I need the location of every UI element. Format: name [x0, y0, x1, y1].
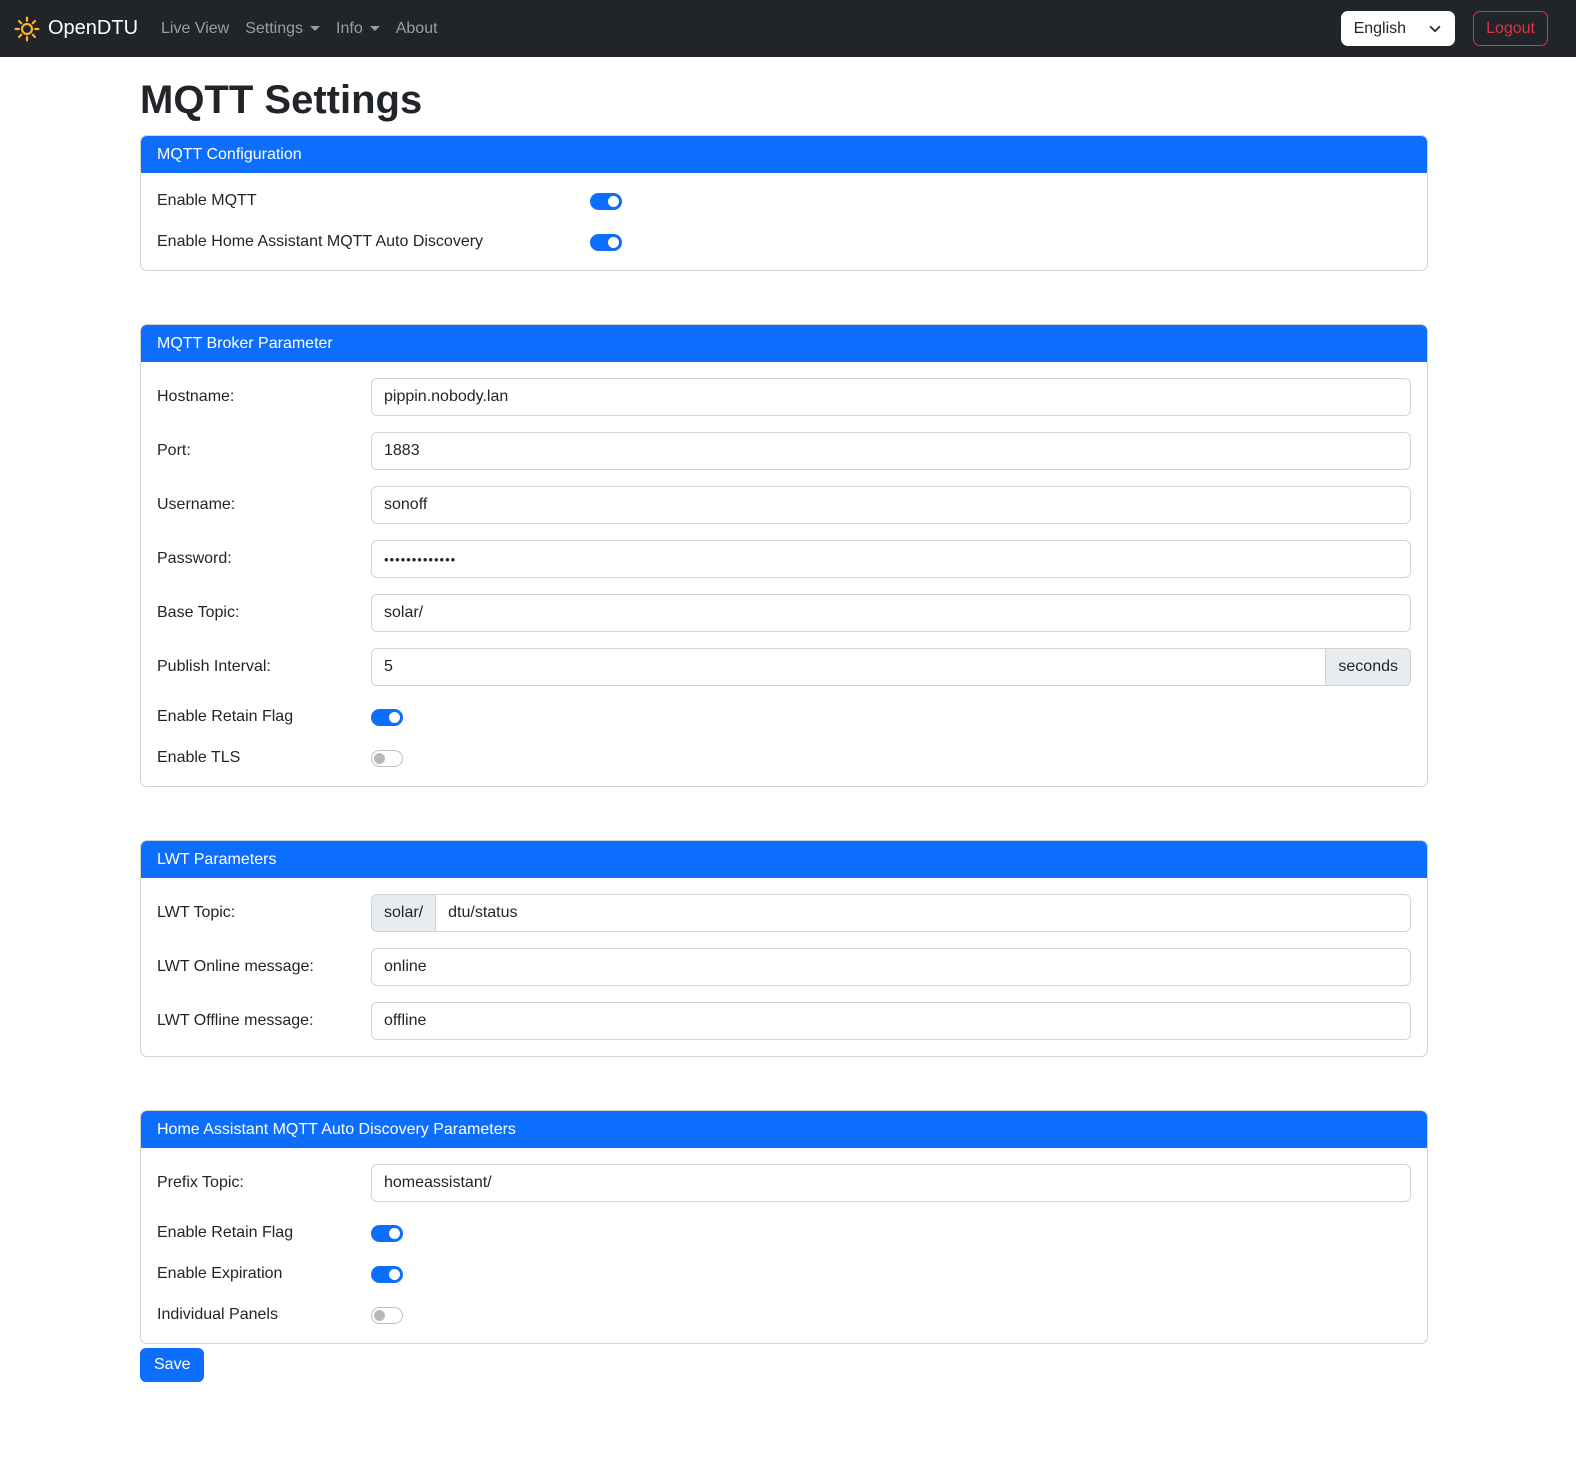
row-password: [157, 540, 1411, 578]
card-mqtt-broker: [140, 324, 1428, 787]
sun-icon: [14, 16, 40, 42]
prefix-topic-label: Prefix Topic:: [157, 1174, 244, 1191]
row-base-topic: [157, 594, 1411, 632]
nav-item-about[interactable]: About: [395, 19, 438, 37]
lwt-topic-input[interactable]: [435, 894, 1411, 932]
nav-item-live-view[interactable]: Live View: [161, 19, 230, 37]
card-mqtt-configuration: [140, 135, 1428, 271]
row-publish-interval: [157, 648, 1411, 686]
row-enable-mqtt: [157, 189, 1411, 213]
hostname-input[interactable]: [371, 378, 1411, 416]
nav-links: [153, 12, 446, 46]
navbar: [0, 0, 1576, 57]
language-selected-value: English: [1353, 19, 1407, 37]
password-label: Password:: [157, 550, 232, 567]
nav-item-info[interactable]: Info: [328, 12, 388, 46]
card-header-lwt-parameters: LWT Parameters: [141, 841, 1427, 878]
enable-mqtt-switch[interactable]: [590, 193, 622, 210]
card-header-hass-parameters: Home Assistant MQTT Auto Discovery Parameters: [141, 1111, 1427, 1148]
row-enable-hass-discovery: [157, 230, 1411, 254]
individual-panels-switch[interactable]: [371, 1307, 403, 1324]
row-lwt-offline: [157, 1002, 1411, 1040]
port-label: Port:: [157, 442, 191, 459]
publish-interval-group: [371, 648, 1411, 686]
prefix-topic-input[interactable]: [371, 1164, 1411, 1202]
lwt-topic-label: LWT Topic:: [157, 904, 236, 921]
hass-expiration-label: Enable Expiration: [157, 1265, 283, 1282]
row-hostname: [157, 378, 1411, 416]
row-lwt-online: [157, 948, 1411, 986]
username-label: Username:: [157, 496, 236, 513]
enable-tls-switch[interactable]: [371, 750, 403, 767]
language-select[interactable]: [1341, 11, 1455, 46]
lwt-online-input[interactable]: [371, 948, 1411, 986]
hass-retain-flag-label: Enable Retain Flag: [157, 1224, 294, 1241]
caret-down-icon: [370, 26, 380, 31]
brand-label: OpenDTU: [48, 17, 139, 39]
enable-hass-discovery-label: Enable Home Assistant MQTT Auto Discovery: [157, 233, 484, 250]
port-input[interactable]: [371, 432, 1411, 470]
lwt-offline-input[interactable]: [371, 1002, 1411, 1040]
lwt-online-label: LWT Online message:: [157, 958, 314, 975]
card-body-hass-parameters: [141, 1148, 1427, 1343]
username-input[interactable]: [371, 486, 1411, 524]
row-prefix-topic: [157, 1164, 1411, 1202]
row-hass-expiration: [157, 1262, 1411, 1286]
enable-retain-flag-label: Enable Retain Flag: [157, 708, 294, 725]
enable-mqtt-label: Enable MQTT: [157, 192, 257, 209]
caret-down-icon: [310, 26, 320, 31]
row-individual-panels: [157, 1303, 1411, 1327]
enable-retain-flag-switch[interactable]: [371, 709, 403, 726]
row-hass-retain-flag: [157, 1221, 1411, 1245]
hass-expiration-switch[interactable]: [371, 1266, 403, 1283]
row-username: [157, 486, 1411, 524]
row-lwt-topic: [157, 894, 1411, 932]
base-topic-input[interactable]: [371, 594, 1411, 632]
hostname-label: Hostname:: [157, 388, 235, 405]
save-button[interactable]: Save: [140, 1348, 204, 1382]
card-header-mqtt-broker: MQTT Broker Parameter: [141, 325, 1427, 362]
brand-link[interactable]: [14, 16, 138, 42]
enable-hass-discovery-switch[interactable]: [590, 234, 622, 251]
lwt-topic-group: [371, 894, 1411, 932]
nav-item-settings[interactable]: Settings: [237, 12, 328, 46]
card-body-mqtt-configuration: [141, 173, 1427, 270]
chevron-down-icon: [1428, 22, 1442, 36]
card-lwt-parameters: [140, 840, 1428, 1057]
lwt-topic-prefix: solar/: [371, 894, 435, 932]
lwt-offline-label: LWT Offline message:: [157, 1012, 314, 1029]
row-port: [157, 432, 1411, 470]
publish-interval-unit: seconds: [1326, 648, 1411, 686]
page-title: MQTT Settings: [140, 78, 423, 122]
publish-interval-input[interactable]: [371, 648, 1326, 686]
card-body-lwt-parameters: [141, 878, 1427, 1056]
main-container: [140, 78, 1428, 1405]
publish-interval-label: Publish Interval:: [157, 658, 271, 675]
card-hass-parameters: [140, 1110, 1428, 1344]
base-topic-label: Base Topic:: [157, 604, 240, 621]
card-header-mqtt-configuration: MQTT Configuration: [141, 136, 1427, 173]
password-input[interactable]: [371, 540, 1411, 578]
row-enable-tls: [157, 746, 1411, 770]
row-enable-retain-flag: [157, 705, 1411, 729]
enable-tls-label: Enable TLS: [157, 749, 241, 766]
logout-button[interactable]: Logout: [1473, 11, 1548, 46]
hass-retain-flag-switch[interactable]: [371, 1225, 403, 1242]
card-body-mqtt-broker: [141, 362, 1427, 786]
individual-panels-label: Individual Panels: [157, 1306, 278, 1323]
